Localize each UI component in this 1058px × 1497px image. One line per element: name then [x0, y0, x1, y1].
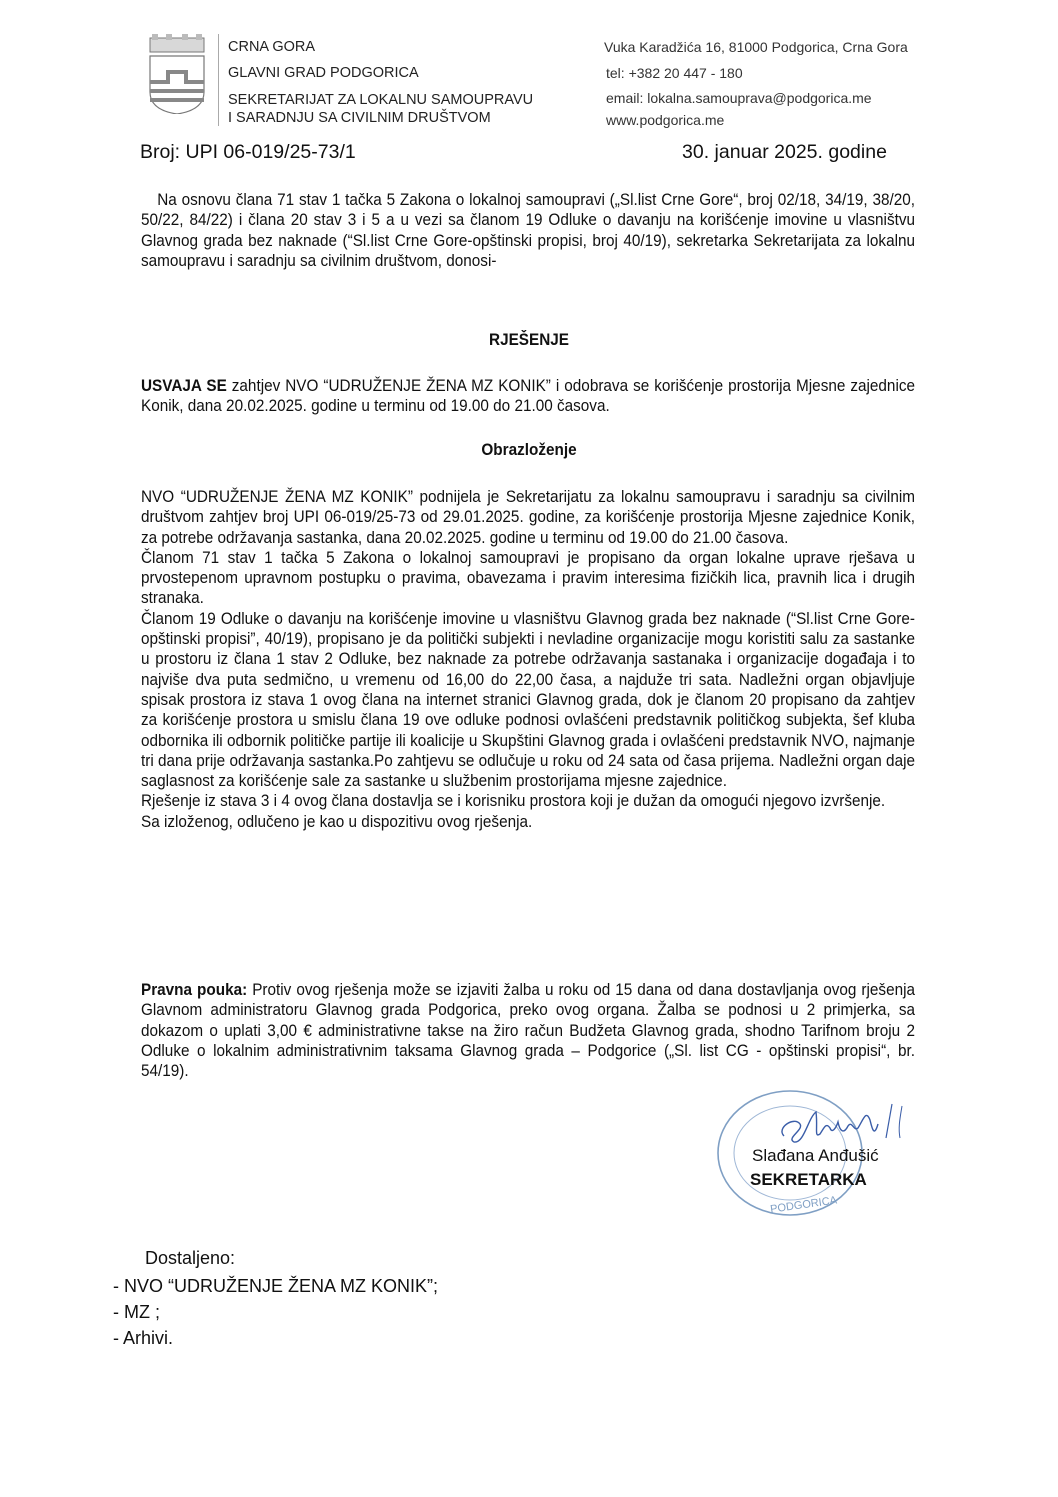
header-email: email: lokalna.samouprava@podgorica.me [606, 90, 872, 106]
header-secretariat-line2: I SARADNJU SA CIVILNIM DRUŠTVOM [228, 110, 491, 126]
header-country: CRNA GORA [228, 39, 316, 55]
reasoning-paragraph: Članom 71 stav 1 tačka 5 Zakona o lokalnoj samoupravi je propisano da organ lokalne uprave rješava u prvostepenom upravnom postupku o pravima, obavezama i pravim interesima fizičkih lica, pravnih lica i drugih stranaka. [141, 547, 915, 608]
intro-text: Na osnovu člana 71 stav 1 tačka 5 Zakona o lokalnoj samoupravi („Sl.list Crne Gore“, broj 02/18, 34/19, 38/20, 50/22, 84/22) i člana 20 stav 3 i 5 a u vezi sa članom 19 Odluke o davanju na korišćenje imovine u vlasništvu Glavnog grada bez naknade (“Sl.list Crne Gore-opštinski propisi, broj 40/19), sekretarka Sekretarijata za lokalnu samoupravu i saradnju sa civilnim društvom, donosi- [141, 190, 915, 270]
decision-title: RJEŠENJE [489, 330, 569, 349]
reasoning-paragraph: Članom 19 Odluke o davanju na korišćenje imovine u vlasništvu Glavnog grada bez naknade (“Sl.list Crne Gore-opštinski propisi”, 40/19), propisano je da politički subjekti i nevladine organizacije mogu koristiti salu za sastanke u prostoru iz člana 1 stav 2 Odluke, bez naknade za potrebe održavanja sastanaka i organizacije događaja i to najviše dva puta sedmično, u vremenu od 16,00 do 22,00 časa, a najduže tri sata. Nadležni organ objavljuje spisak prostora iz stava 1 ovog člana na internet stranici Glavnog grada, dok je članom 20 propisano da zahtjev za korišćenje prostora u smislu člana 19 ove odluke podnosi ovlašćeni predstavnik političkog subjekta, šef kluba odbornika ili odbornik političke partije ili koalicije u Skupštini Glavnog grada i ovlašćeni predstavnik NVO, najmanje tri dana prije održavanja sastanka.Po zahtjevu se odlučuje u roku od 24 sata od časa prijema. Nadležni organ daje saglasnost za korišćenje sale za sastanke u službenim prostorijama mjesne zajednice. [141, 608, 915, 791]
intro-paragraph [141, 190, 915, 271]
decision-lead: USVAJA SE [141, 376, 227, 395]
svg-text:PODGORICA: PODGORICA [769, 1194, 838, 1216]
header-tel: tel: +382 20 447 - 180 [606, 65, 743, 81]
legal-notice-lead: Pravna pouka: [141, 980, 248, 999]
header-city: GLAVNI GRAD PODGORICA [228, 65, 419, 81]
signatory-name: Slađana Anđušić [752, 1146, 879, 1165]
decision-paragraph [141, 376, 915, 417]
reasoning-section [141, 487, 915, 832]
header-web: www.podgorica.me [606, 112, 725, 128]
reasoning-paragraph: NVO “UDRUŽENJE ŽENA MZ KONIK” podnijela je Sekretarijatu za lokalnu samoupravu i saradnju sa civilnim društvom zahtjev broj UPI 06-019/25-73 od 29.01.2025. godine, za korišćenje prostorija Mjesne zajednice Konik, za potrebe održavanja sastanka, dana 20.02.2025. godine u terminu od 19.00 do 21.00 časova. [141, 487, 915, 547]
handwritten-signature [774, 1098, 914, 1153]
header-divider [218, 34, 219, 126]
reasoning-paragraph: Rješenje iz stava 3 i 4 ovog člana dostavlja se i korisniku prostora koji je dužan da omogući njegovo izvršenje. [141, 791, 886, 811]
legal-notice-paragraph [141, 980, 915, 1081]
delivered-label: Dostaljeno: [145, 1248, 236, 1268]
delivered-item: - NVO “UDRUŽENJE ŽENA MZ KONIK”; [113, 1276, 439, 1296]
coat-of-arms-logo [146, 34, 208, 114]
signatory-role: SEKRETARKA [750, 1170, 867, 1189]
document-number: Broj: UPI 06-019/25-73/1 [140, 141, 356, 163]
delivered-item: - Arhivi. [113, 1328, 174, 1348]
reasoning-title: Obrazloženje [481, 440, 577, 459]
legal-notice-text: Protiv ovog rješenja može se izjaviti žalba u roku od 15 dana od dana dostavljanja ovog rješenja Glavnom administratoru Glavnog grada Podgorica, preko ovog organa. Žalba se podnosi u 2 primjerka, sa dokazom o uplati 3,00 € administrativne takse na žiro račun Budžeta Glavnog grada, shodno Tarifnom broju 2 Odluke o lokalnim administrativnim taksama Glavnog grada – Podgorice („Sl. list CG - opštinski propisi“, br. 54/19). [141, 980, 915, 1081]
decision-text: zahtjev NVO “UDRUŽENJE ŽENA MZ KONIK” i odobrava se korišćenje prostorija Mjesne zajednice Konik, dana 20.02.2025. godine u terminu od 19.00 do 21.00 časova. [141, 376, 915, 416]
delivered-item: - MZ ; [113, 1302, 160, 1322]
header-secretariat-line1: SEKRETARIJAT ZA LOKALNU SAMOUPRAVU [228, 92, 534, 108]
header-address: Vuka Karadžića 16, 81000 Podgorica, Crna Gora [604, 39, 908, 55]
document-date: 30. januar 2025. godine [682, 141, 887, 163]
reasoning-paragraph: Sa izloženog, odlučeno je kao u dispozitivu ovog rješenja. [141, 811, 533, 831]
